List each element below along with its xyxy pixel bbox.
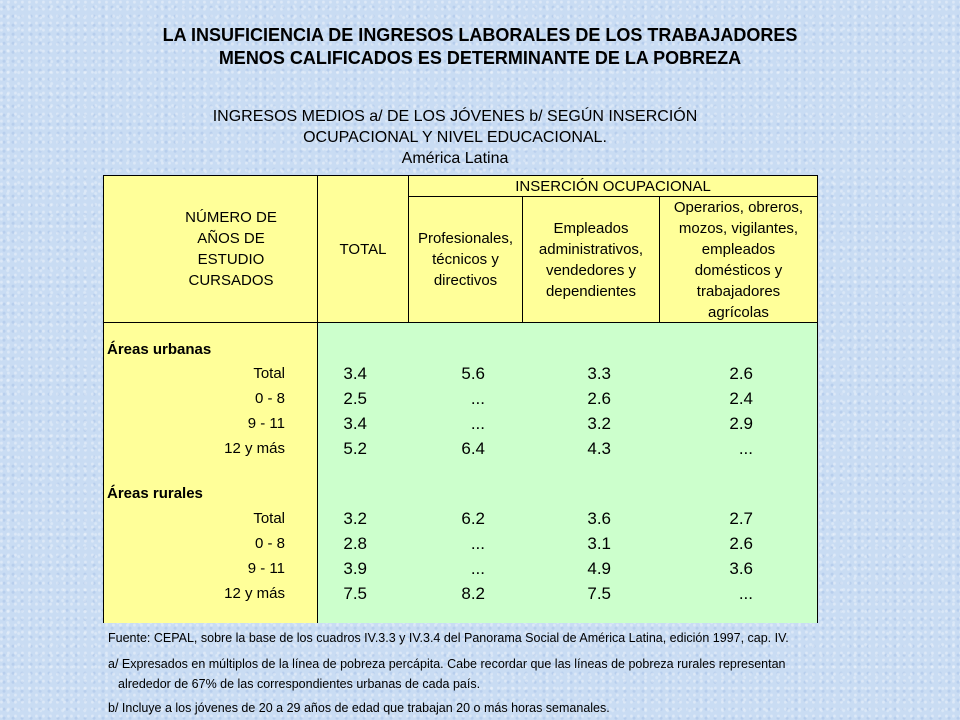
footnote-a-line-2: alrededor de 67% de las correspondientes urbanas de cada país. <box>118 677 481 691</box>
slide-title <box>0 24 960 70</box>
header-years-line-3: ESTUDIO <box>197 251 265 268</box>
header-col-employees <box>523 197 659 322</box>
table-cell: 6.4 <box>461 439 485 458</box>
table-subtitle <box>150 106 760 169</box>
table-cell: 3.9 <box>343 559 367 578</box>
header-col1-line-2: técnicos y <box>432 251 499 268</box>
table-cell: 4.9 <box>587 559 611 578</box>
row-label: Total <box>253 365 285 382</box>
table-cell: 2.8 <box>343 534 367 553</box>
table-cell: ... <box>738 584 753 603</box>
header-col3-line-2: mozos, vigilantes, <box>678 219 799 237</box>
header-total-label: TOTAL <box>339 240 387 258</box>
footnotes <box>108 628 868 718</box>
table-cell: 7.5 <box>343 584 367 603</box>
table-cell: 5.2 <box>343 439 367 458</box>
header-col3-line-5: trabajadores <box>696 282 781 300</box>
table-subtitle-line-1: INGRESOS MEDIOS a/ DE LOS JÓVENES b/ SEGÚN INSERCIÓN <box>212 108 698 125</box>
header-col2-line-1: Empleados <box>553 219 629 237</box>
table-cell: 2.6 <box>729 534 753 553</box>
header-col1-line-3: directivos <box>433 272 498 289</box>
header-years-line-4: CURSADOS <box>188 272 274 289</box>
table-cell: 3.3 <box>587 364 611 383</box>
table-cell: 5.6 <box>461 364 485 383</box>
row-label: 12 y más <box>224 585 285 602</box>
header-col3-line-3: empleados <box>701 240 776 258</box>
table-cell: 3.2 <box>587 414 611 433</box>
group-label-rural: Áreas rurales <box>107 485 203 502</box>
table-cell: 3.4 <box>343 364 367 383</box>
table-cell: 2.9 <box>729 414 753 433</box>
table-subtitle-line-2: OCUPACIONAL Y NIVEL EDUCACIONAL. <box>303 129 607 146</box>
table-cell: ... <box>470 559 485 578</box>
table-cell: 4.3 <box>587 439 611 458</box>
footnote-a-line-1: a/ Expresados en múltiplos de la línea de pobreza percápita. Cabe recordar que las líneas de pobreza rurales representan <box>108 657 786 671</box>
slide-title-line-2: MENOS CALIFICADOS ES DETERMINANTE DE LA POBREZA <box>218 48 742 68</box>
header-group-label: INSERCIÓN OCUPACIONAL <box>515 177 711 195</box>
header-col2-line-3: vendedores y <box>545 261 637 279</box>
table-subtitle-line-3: América Latina <box>401 150 509 167</box>
table-cell: 6.2 <box>461 509 485 528</box>
header-years <box>104 176 317 322</box>
row-label: Total <box>253 510 285 527</box>
header-col2-line-4: dependientes <box>545 282 637 300</box>
group-label-urban: Áreas urbanas <box>107 341 212 358</box>
header-col3-line-4: domésticos y <box>694 261 783 279</box>
header-years-line-2: AÑOS DE <box>197 230 265 247</box>
row-label: 12 y más <box>224 440 285 457</box>
table-cell: ... <box>738 439 753 458</box>
table-cell: 2.7 <box>729 509 753 528</box>
income-table <box>103 175 818 623</box>
table-cell: 2.5 <box>343 389 367 408</box>
header-col2-line-2: administrativos, <box>538 240 644 258</box>
table-cell: ... <box>470 534 485 553</box>
row-label: 9 - 11 <box>247 560 285 577</box>
table-cell: 3.4 <box>343 414 367 433</box>
header-col-workers <box>660 197 817 322</box>
table-cell: 3.2 <box>343 509 367 528</box>
table-cell: ... <box>470 389 485 408</box>
header-col1-line-1: Profesionales, <box>417 230 514 247</box>
table-cell: 2.6 <box>729 364 753 383</box>
table-cell: 3.1 <box>587 534 611 553</box>
row-label: 0 - 8 <box>254 535 285 552</box>
border-right <box>817 175 818 623</box>
row-label: 0 - 8 <box>254 390 285 407</box>
row-label: 9 - 11 <box>247 415 285 432</box>
header-years-line-1: NÚMERO DE <box>185 209 277 226</box>
table-cell: 3.6 <box>587 509 611 528</box>
header-col3-line-6: agrícolas <box>708 303 769 321</box>
footnote-source: Fuente: CEPAL, sobre la base de los cuadros IV.3.3 y IV.3.4 del Panorama Social de América Latina, edición 1997, cap. IV. <box>108 631 789 645</box>
footnote-b: b/ Incluye a los jóvenes de 20 a 29 años de edad que trabajan 20 o más horas semanales. <box>108 701 610 715</box>
table-cell: 2.6 <box>587 389 611 408</box>
table-cell: 7.5 <box>587 584 611 603</box>
table-cell: 8.2 <box>461 584 485 603</box>
header-col-professionals <box>409 197 522 322</box>
table-cell: ... <box>470 414 485 433</box>
table-cell: 2.4 <box>729 389 753 408</box>
slide-title-line-1: LA INSUFICIENCIA DE INGRESOS LABORALES DE LOS TRABAJADORES <box>162 25 798 45</box>
header-total <box>318 176 408 322</box>
table-cell: 3.6 <box>729 559 753 578</box>
header-group <box>409 176 817 196</box>
header-col3-line-1: Operarios, obreros, <box>673 198 804 216</box>
